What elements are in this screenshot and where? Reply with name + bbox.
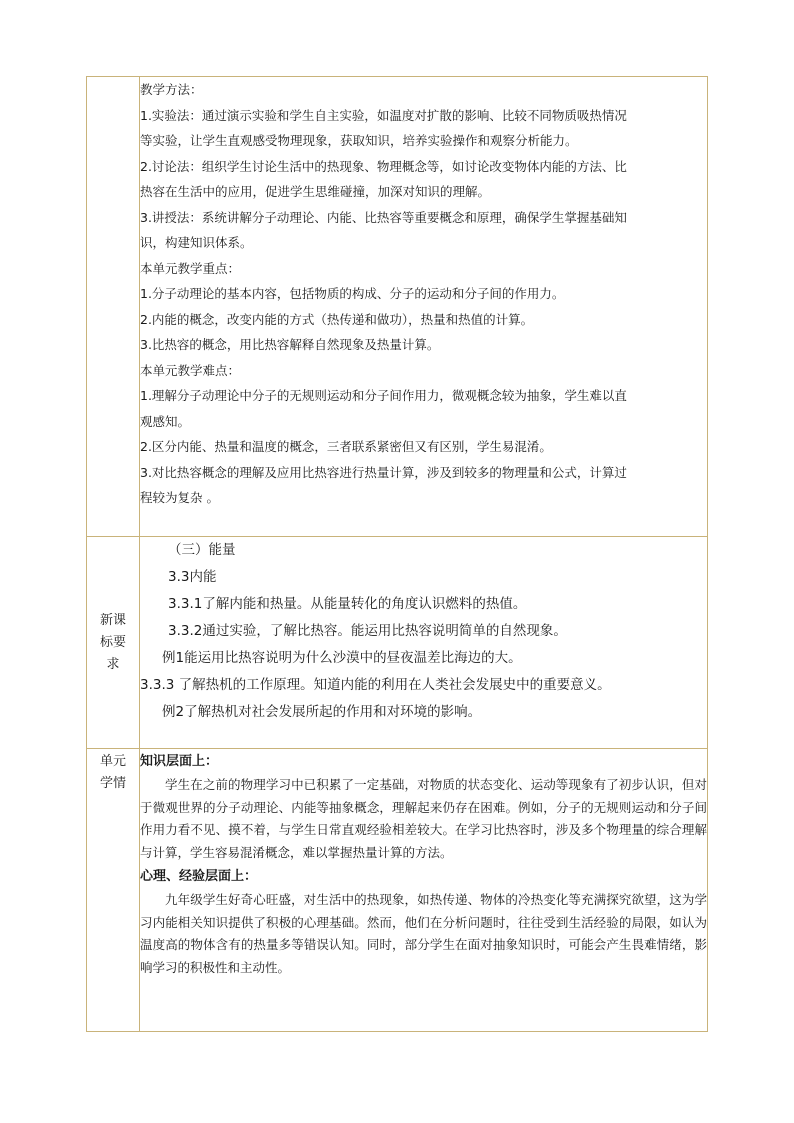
row-methods xyxy=(87,77,708,537)
difficulty-3-line-1: 3.对比热容概念的理解及应用比热容进行热量计算，涉及到较多的物理量和公式，计算过 xyxy=(140,464,627,480)
curriculum-cell xyxy=(140,537,708,749)
row-methods-label xyxy=(87,77,140,537)
key-point-2: 2.内能的概念，改变内能的方式（热传递和做功），热量和热值的计算。 xyxy=(140,311,534,327)
key-point-3: 3.比热容的概念，用比热容解释自然现象及热量计算。 xyxy=(140,337,440,352)
curriculum-item-3-3-1: 3.3.1了解内能和热量。从能量转化的角度认识燃料的热值。 xyxy=(168,596,527,612)
difficulties-title: 本单元教学难点： xyxy=(140,362,241,378)
curriculum-subsection: 3.3内能 xyxy=(168,569,217,585)
student-analysis-label-line-2: 学情 xyxy=(99,776,126,791)
key-point-1: 1.分子动理论的基本内容，包括物质的构成、分子的运动和分子间的作用力。 xyxy=(140,286,565,301)
student-analysis-label xyxy=(87,749,140,1032)
method-2-line-2: 热容在生活中的应用，促进学生思维碰撞，加深对知识的理解。 xyxy=(140,184,491,199)
curriculum-label xyxy=(87,537,140,749)
method-1-line-1: 1.实验法：通过演示实验和学生自主实验，如温度对扩散的影响、比较不同物质吸热情况 xyxy=(140,107,627,123)
curriculum-example-1: 例1能运用比热容说明为什么沙漠中的昼夜温差比海边的大。 xyxy=(162,650,522,666)
curriculum-label-line-3: 求 xyxy=(106,656,120,672)
psychology-paragraph: 九年级学生好奇心旺盛，对生活中的热现象，如热传递、物体的冷热变化等充满探究欲望，这为学习内能相关知识提供了积极的心理基础。然而，他们在分析问题时，往往受到生活经验的局限，如认为温度高的物体含有的热量多等错误认知。同时，部分学生在面对抽象知识时，可能会产生畏难情绪，影响学习的积极性和主动性。 xyxy=(140,892,707,975)
difficulty-1-line-2: 观感知。 xyxy=(140,413,191,429)
difficulty-3-line-2: 程较为复杂 。 xyxy=(140,490,219,505)
difficulty-2: 2.区分内能、热量和温度的概念，三者联系紧密但又有区别，学生易混淆。 xyxy=(140,439,552,454)
key-points-title: 本单元教学重点： xyxy=(140,260,241,276)
methods-title: 教学方法： xyxy=(140,82,203,97)
curriculum-item-3-3-2: 3.3.2通过实验，了解比热容。能运用比热容说明简单的自然现象。 xyxy=(168,623,567,639)
row-curriculum xyxy=(87,537,708,749)
curriculum-section-heading: （三）能量 xyxy=(168,542,236,558)
method-3-line-2: 识，构建知识体系。 xyxy=(140,235,253,250)
method-1-line-2: 等实验，让学生直观感受物理现象，获取知识，培养实验操作和观察分析能力。 xyxy=(140,133,578,148)
difficulty-1-line-1: 1.理解分子动理论中分子的无规则运动和分子间作用力，微观概念较为抽象，学生难以直 xyxy=(140,388,627,403)
student-analysis-cell xyxy=(140,749,708,1032)
curriculum-example-2: 例2了解热机对社会发展所起的作用和对环境的影响。 xyxy=(162,704,482,720)
lesson-plan-table xyxy=(86,76,708,1032)
method-3-line-1: 3.讲授法：系统讲解分子动理论、内能、比热容等重要概念和原理，确保学生掌握基础知 xyxy=(140,209,627,225)
method-2-line-1: 2.讨论法：组织学生讨论生活中的热现象、物理概念等，如讨论改变物体内能的方法、比 xyxy=(140,158,627,174)
student-analysis-label-line-1: 单元 xyxy=(99,754,126,769)
psychology-heading: 心理、经验层面上： xyxy=(140,869,258,884)
row-student-analysis xyxy=(87,749,708,1032)
knowledge-heading: 知识层面上： xyxy=(140,754,219,769)
curriculum-item-3-3-3: 3.3.3 了解热机的工作原理。知道内能的利用在人类社会发展史中的重要意义。 xyxy=(140,677,611,693)
knowledge-paragraph: 学生在之前的物理学习中已积累了一定基础，对物质的状态变化、运动等现象有了初步认识，但对于微观世界的分子动理论、内能等抽象概念，理解起来仍存在困难。例如，分子的无规则运动和分子间作用力看不见、摸不着，与学生日常直观经验相差较大。在学习比热容时，涉及多个物理量的综合理解与计算，学生容易混淆概念，难以掌握热量计算的方法。 xyxy=(140,777,707,860)
curriculum-label-line-2: 标要 xyxy=(99,634,126,650)
curriculum-label-line-1: 新课 xyxy=(99,612,126,628)
methods-cell xyxy=(140,77,708,537)
